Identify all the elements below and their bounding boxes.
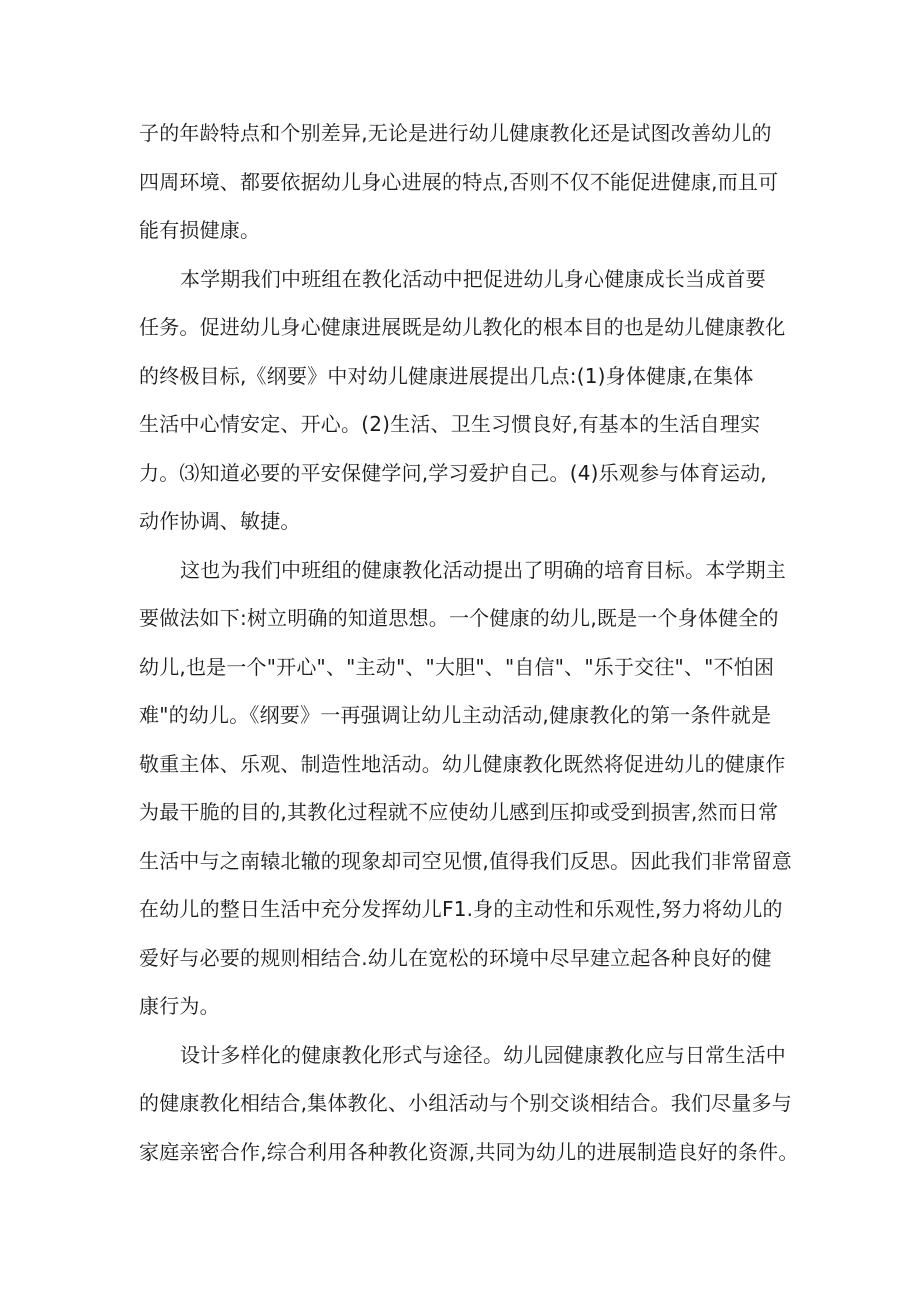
text-line: 在幼儿的整日生活中充分发挥幼儿F1.身的主动性和乐观性,努力将幼儿的 — [139, 897, 783, 921]
text-line: 爱好与必要的规则相结合.幼儿在宽松的环境中尽早建立起各种良好的健 — [139, 946, 772, 970]
text-line: 康行为。 — [139, 994, 220, 1018]
text-line: 家庭亲密合作,综合利用各种教化资源,共同为幼儿的进展制造良好的条件。 — [139, 1140, 799, 1164]
text-line: 动作协调、敏捷。 — [139, 509, 301, 533]
text-line: 力。⑶知道必要的平安保健学问,学习爱护自己。(4)乐观参与体育运动, — [139, 461, 767, 485]
text-line: 生活中与之南辕北辙的现象却司空见惯,值得我们反思。因此我们非常留意 — [139, 849, 792, 873]
text-line: 四周环境、都要依据幼儿身心进展的特点,否则不仅不能促进健康,而且可 — [139, 170, 779, 194]
text-line: 难"的幼儿。《纲要》一再强调让幼儿主动活动,健康教化的第一条件就是 — [139, 703, 772, 727]
text-line: 为最干脆的目的,其教化过程就不应使幼儿感到压抑或受到损害,然而日常 — [139, 800, 779, 824]
paragraph-first-line: 这也为我们中班组的健康教化活动提出了明确的培育目标。本学期主 — [180, 558, 786, 582]
text-line: 敬重主体、乐观、制造性地活动。幼儿健康教化既然将促进幼儿的健康作 — [139, 752, 786, 776]
text-line: 生活中心情安定、开心。(2)生活、卫生习惯良好,有基本的生活自理实 — [139, 412, 761, 436]
text-line: 任务。促进幼儿身心健康进展既是幼儿教化的根本目的也是幼儿健康教化 — [139, 315, 786, 339]
text-line: 能有损健康。 — [139, 218, 261, 242]
paragraph-first-line: 本学期我们中班组在教化活动中把促进幼儿身心健康成长当成首要 — [180, 267, 766, 291]
text-line: 要做法如下:树立明确的知道思想。一个健康的幼儿,既是一个身体健全的 — [139, 606, 779, 630]
text-line: 幼儿,也是一个"开心"、"主动"、"大胆"、"自信"、"乐于交往"、"不怕困 — [139, 655, 775, 679]
text-line: 的终极目标,《纲要》中对幼儿健康进展提出几点:(1)身体健康,在集体 — [139, 364, 754, 388]
text-line: 的健康教化相结合,集体教化、小组活动与个别交谈相结合。我们尽量多与 — [139, 1091, 792, 1115]
paragraph-first-line: 设计多样化的健康教化形式与途径。幼儿园健康教化应与日常生活中 — [180, 1043, 786, 1067]
text-line: 子的年龄特点和个别差异,无论是进行幼儿健康教化还是试图改善幼儿的 — [139, 121, 772, 145]
